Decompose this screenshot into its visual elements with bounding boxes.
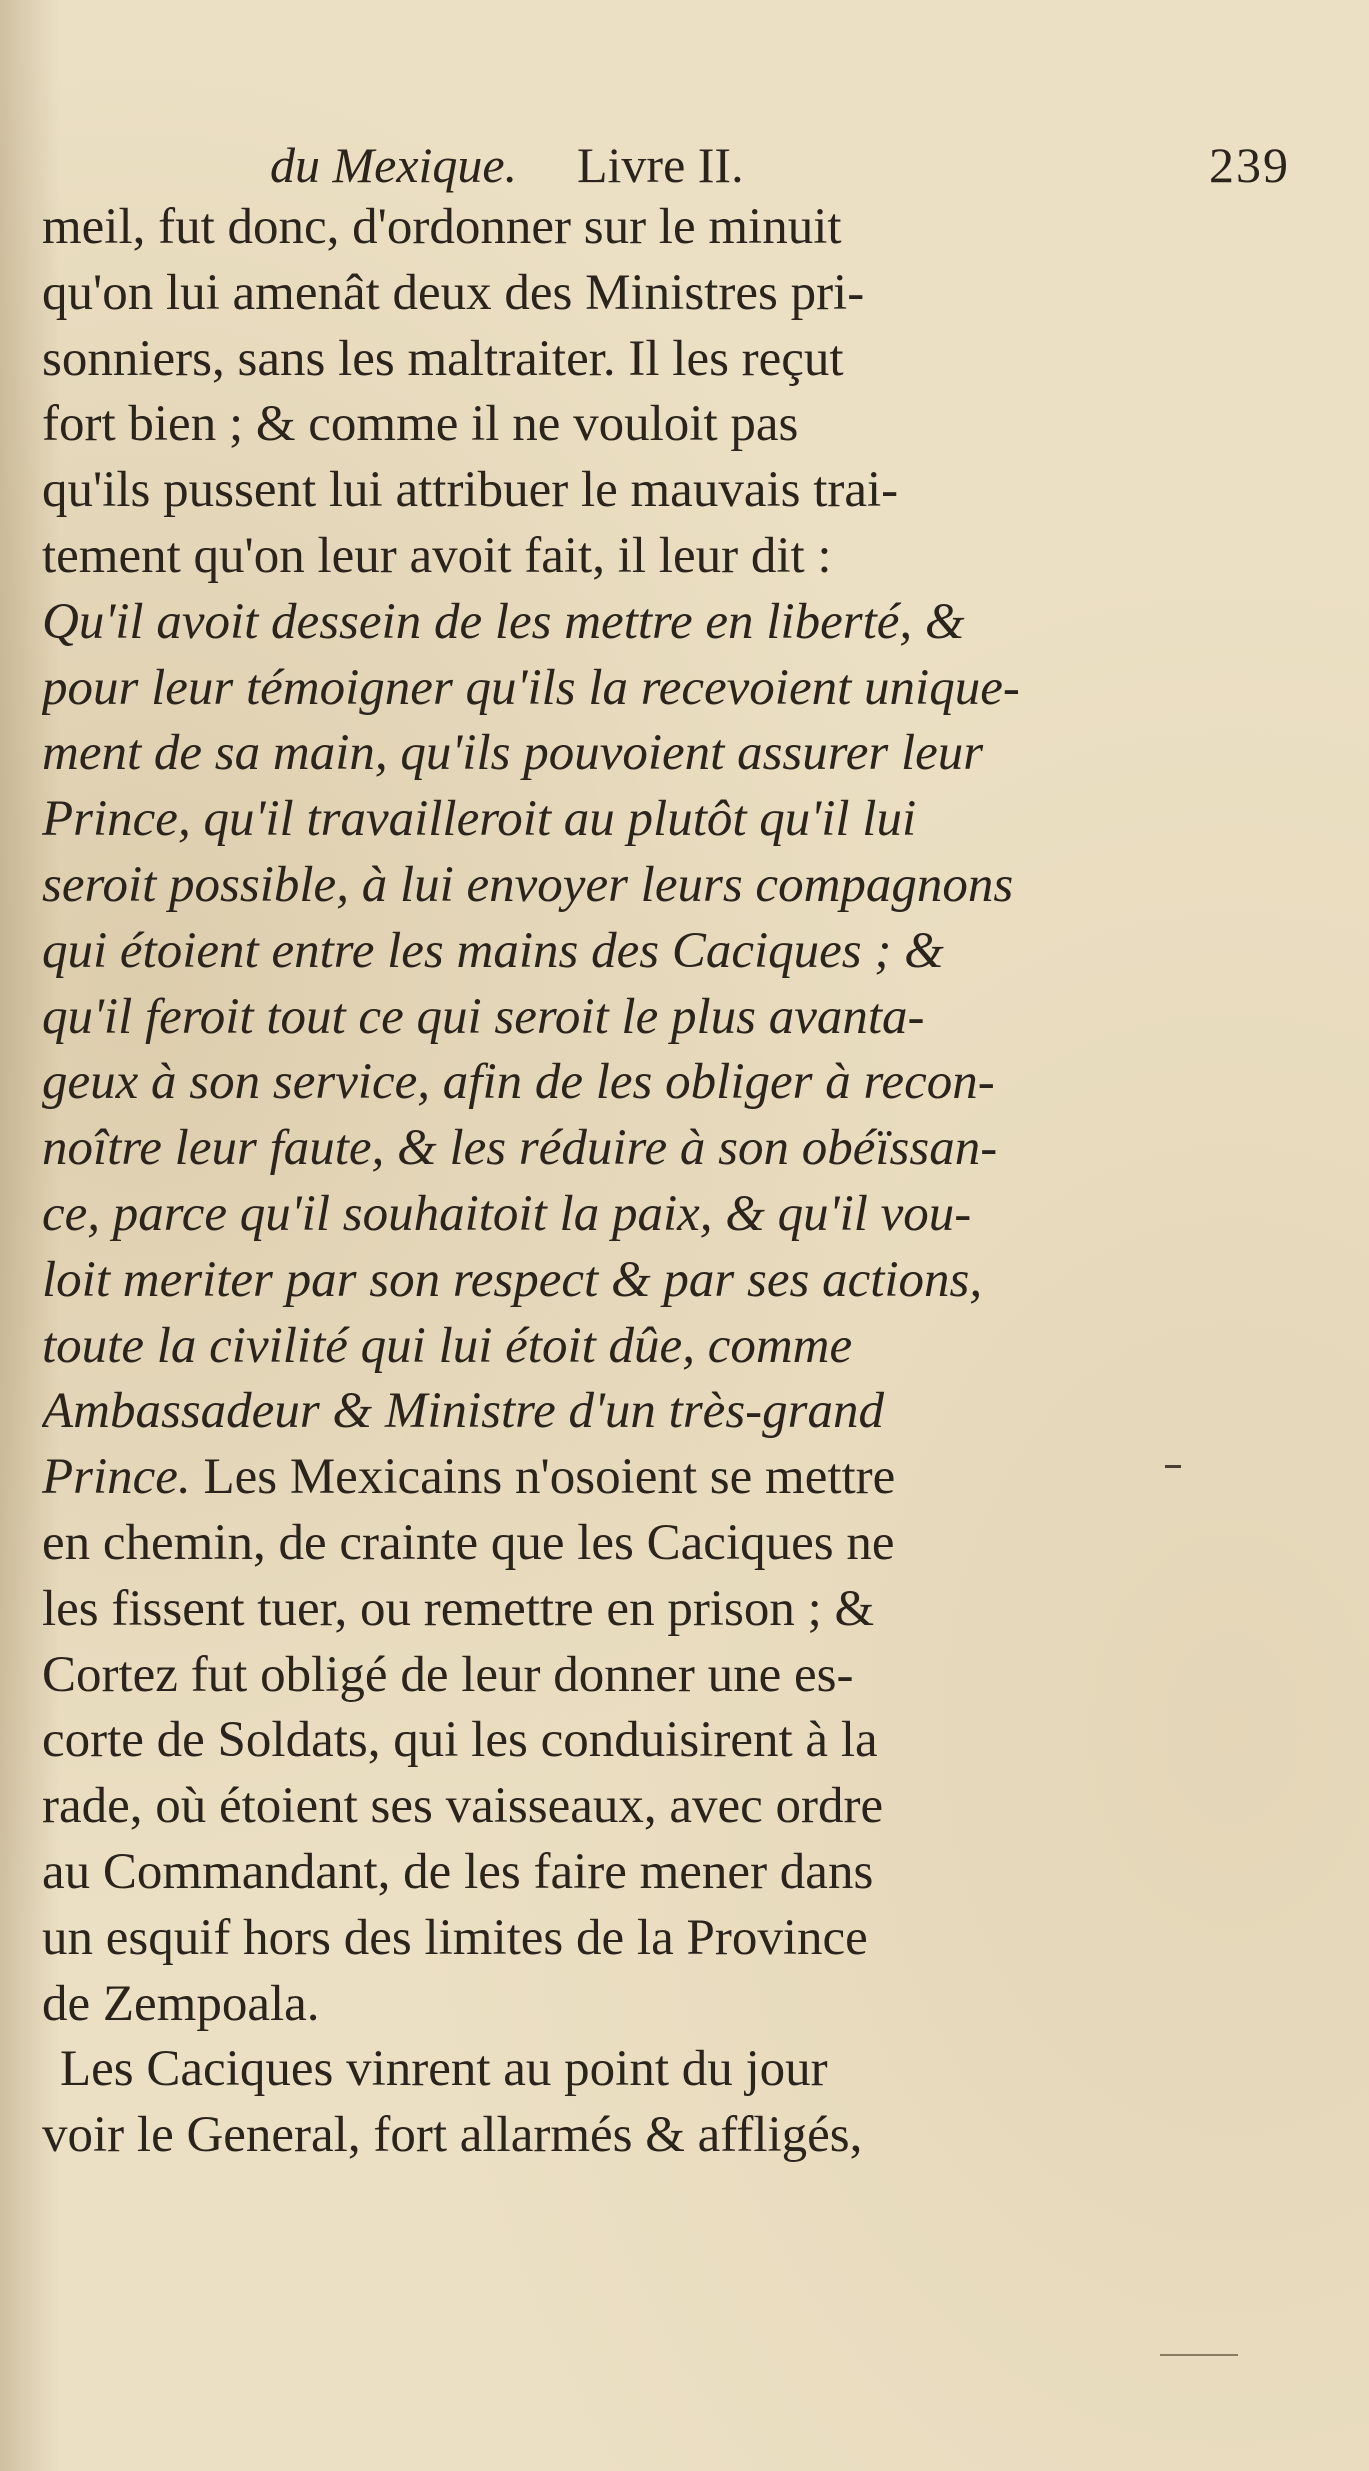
- italic-text-line: qui étoient entre les mains des Caciques ; &: [42, 922, 944, 979]
- italic-text-line: loit meriter par son respect & par ses actions,: [42, 1251, 983, 1308]
- italic-text-line: ce, parce qu'il souhaitoit la paix, & qu'il vou-: [42, 1185, 972, 1242]
- text-line: Cortez fut obligé de leur donner une es-: [42, 1646, 854, 1703]
- italic-text-line: seroit possible, à lui envoyer leurs compagnons: [42, 856, 1014, 913]
- text-line: rade, où étoient ses vaisseaux, avec ordre: [42, 1778, 884, 1835]
- text-line: un esquif hors des limites de la Province: [42, 1909, 868, 1966]
- italic-text-line: qu'il feroit tout ce qui seroit le plus avanta-: [42, 988, 925, 1045]
- italic-text-line: geux à son service, afin de les obliger à recon-: [42, 1054, 995, 1111]
- text-line: les fissent tuer, ou remettre en prison ; &: [42, 1580, 875, 1637]
- italic-fragment: Prince.: [42, 1449, 191, 1506]
- italic-text-line: pour leur témoigner qu'ils la recevoient unique-: [42, 659, 1020, 716]
- italic-text-line: ment de sa main, qu'ils pouvoient assurer leur: [42, 725, 984, 782]
- text-line: fort bien ; & comme il ne vouloit pas: [42, 396, 799, 453]
- text-line: meil, fut donc, d'ordonner sur le minuit: [42, 199, 842, 255]
- italic-text-line: Qu'il avoit dessein de les mettre en liberté, &: [42, 593, 965, 650]
- book-label: Livre II.: [577, 137, 744, 193]
- text-line: corte de Soldats, qui les conduisirent à la: [42, 1712, 878, 1769]
- italic-text-line: noître leur faute, & les réduire à son obéïssan-: [42, 1120, 998, 1177]
- running-header: [270, 130, 1290, 200]
- text-line: en chemin, de crainte que les Caciques ne: [42, 1514, 895, 1571]
- italic-text-line: Ambassadeur & Ministre d'un très-grand: [42, 1383, 884, 1440]
- margin-mark: [1165, 1465, 1181, 1468]
- paragraph-start-line: Les Caciques vinrent au point du jour: [60, 2041, 828, 2098]
- body-text: [42, 195, 1302, 2169]
- text-line: sonniers, sans les maltraiter. Il les reçut: [42, 330, 844, 387]
- page-number: 239: [1209, 137, 1290, 193]
- text-line: qu'on lui amenât deux des Ministres pri-: [42, 264, 865, 321]
- text-line: qu'ils pussent lui attribuer le mauvais trai-: [42, 462, 899, 519]
- text-line: au Commandant, de les faire mener dans: [42, 1843, 874, 1900]
- italic-text-line: toute la civilité qui lui étoit dûe, comme: [42, 1317, 853, 1374]
- foot-rule: [1160, 2354, 1238, 2356]
- italic-text-line: Prince, qu'il travailleroit au plutôt qu'il lui: [42, 791, 917, 848]
- roman-fragment: Les Mexicains n'osoient se mettre: [203, 1449, 896, 1506]
- text-line: de Zempoala.: [42, 1975, 320, 2032]
- text-line: voir le General, fort allarmés & affligés,: [42, 2107, 863, 2164]
- running-title: du Mexique.: [270, 137, 518, 193]
- mixed-text-line: [42, 1445, 1302, 1511]
- text-line: tement qu'on leur avoit fait, il leur dit :: [42, 527, 832, 584]
